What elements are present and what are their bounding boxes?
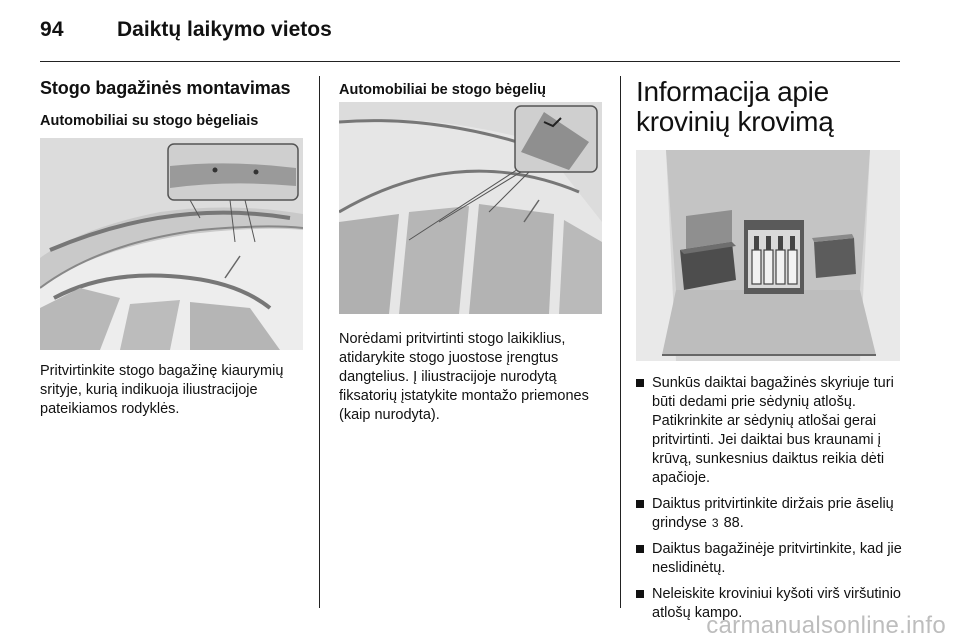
body-paragraph: Norėdami pritvirtinti stogo laikiklius, atidarykite stogo juostose įrengtus dangtelius. Į iliustracijoje nurodytą fiksatorių įstatykite montažo priemones (kaip nurodyta).	[339, 331, 589, 423]
page-reference-icon[interactable]: 3	[711, 516, 719, 530]
column-divider	[319, 76, 320, 608]
bullet-square-icon	[636, 379, 644, 387]
column-1	[40, 72, 306, 129]
section-title: Informacija apie krovinių krovimą	[636, 76, 834, 137]
bullet-square-icon	[636, 545, 644, 553]
body-paragraph: Pritvirtinkite stogo bagažinę kiaurymių srityje, kurią indikuoja iliustracijoje pateikiamos rodyklės.	[40, 363, 284, 417]
running-title: Daiktų laikymo vietos	[117, 18, 332, 41]
subsection-heading: Automobiliai su stogo bėgeliais	[40, 113, 259, 129]
page-number: 94	[40, 18, 64, 41]
roof-without-rails-illustration	[339, 102, 602, 314]
subsection-heading: Automobiliai be stogo bėgelių	[339, 82, 547, 98]
column-divider	[620, 76, 621, 608]
loading-tips-list	[636, 374, 906, 630]
column-2	[339, 72, 605, 98]
header-rule	[40, 61, 900, 62]
section-heading: Stogo bagažinės montavimas	[40, 78, 291, 98]
bullet-square-icon	[636, 590, 644, 598]
list-item: Sunkūs daiktai bagažinės skyriuje turi būti dedami prie sėdynių atlošų. Patikrinkite ar sėdynių atlošai gerai pritvirtinti. Jei daiktai bus kraunami į krūvą, sunkesnius daiktus reikia dėti apačioje.	[636, 374, 906, 488]
list-item: Neleiskite kroviniui kyšoti virš viršutinio atlošų kampo.	[636, 585, 906, 623]
page-header	[0, 0, 960, 62]
watermark: carmanualsonline.info	[706, 612, 946, 639]
column-3	[636, 72, 902, 137]
bullet-square-icon	[636, 500, 644, 508]
list-item: Daiktus bagažinėje pritvirtinkite, kad jie neslidinėtų.	[636, 540, 906, 578]
roof-rails-illustration	[40, 138, 303, 350]
list-item: Daiktus pritvirtinkite diržais prie āselių grindyse 3 88.	[636, 495, 906, 533]
cargo-loading-illustration	[636, 150, 900, 361]
